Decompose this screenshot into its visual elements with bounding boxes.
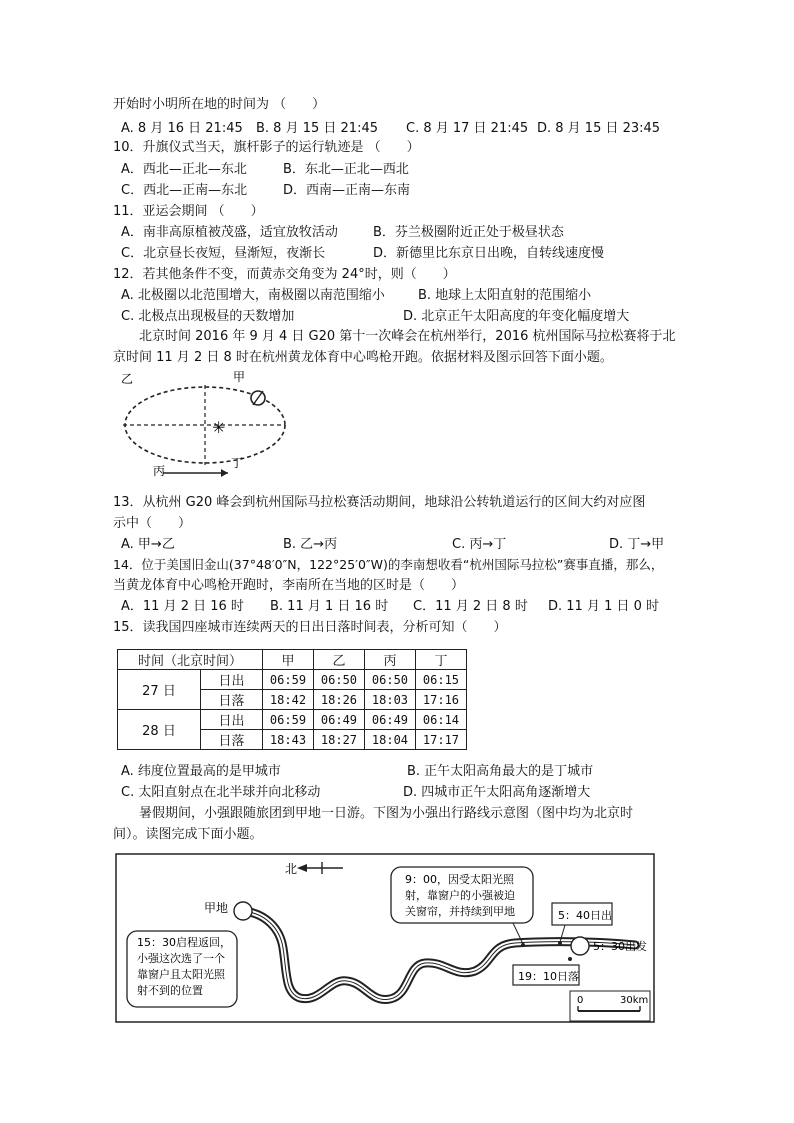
q13-stem-line1: 13．从杭州 G20 峰会到杭州国际马拉松赛活动期间，地球沿公转轨道运行的区间大约对应图 bbox=[113, 495, 646, 510]
orbit-label-bing: 丙 bbox=[153, 464, 166, 478]
table-cell: 17:16 bbox=[415, 690, 466, 710]
q11-stem: 11．亚运会期间 （ ） bbox=[113, 204, 264, 219]
table-cell: 06:50 bbox=[313, 670, 364, 690]
q14-option-d: D. 11 月 1 日 0 时 bbox=[548, 599, 660, 614]
q15-option-c: C. 太阳直射点在北半球并向北移动 bbox=[121, 785, 321, 800]
table-cell: 06:50 bbox=[364, 670, 415, 690]
table-cell: 17:17 bbox=[415, 730, 466, 750]
q12-stem: 12．若其他条件不变，而黄赤交角变为 24°时，则（ ） bbox=[113, 267, 456, 282]
table-cell: 06:15 bbox=[415, 670, 466, 690]
table-cell: 06:59 bbox=[263, 670, 314, 690]
q15-option-d: D. 四城市正午太阳高角逐渐增大 bbox=[403, 785, 591, 800]
jiadi-marker-icon bbox=[234, 902, 252, 920]
orbit-diagram bbox=[113, 367, 293, 479]
q11-option-c: C．北京昼长夜短，昼渐短，夜渐长 bbox=[121, 246, 326, 261]
q11-option-a: A．南非高原植被茂盛，适宜放牧活动 bbox=[121, 225, 338, 240]
orbit-label-ding: 丁 bbox=[231, 456, 244, 470]
scale-label-zero: 0 bbox=[577, 995, 584, 1006]
q13-option-c: C. 丙→丁 bbox=[452, 537, 507, 552]
q13-stem-line2: 示中（ ） bbox=[113, 516, 192, 531]
material-paragraph2-line1: 暑假期间，小强跟随旅团到甲地一日游。下图为小强出行路线示意图（图中均为北京时 bbox=[113, 806, 634, 821]
q10-option-d: D．西南—正南—东南 bbox=[283, 183, 411, 198]
q10-stem: 10．升旗仪式当天，旗杆影子的运行轨迹是 （ ） bbox=[113, 140, 420, 155]
table-cell: 日落 bbox=[201, 690, 263, 710]
north-label: 北 bbox=[285, 862, 298, 876]
return-note-line: 小强这次选了一个 bbox=[137, 952, 225, 965]
jiadi-label: 甲地 bbox=[204, 901, 229, 915]
table-cell: 日出 bbox=[201, 710, 263, 730]
q15-option-b: B. 正午太阳高角最大的是丁城市 bbox=[407, 764, 594, 779]
q12-option-a: A. 北极圈以北范围增大，南极圈以南范围缩小 bbox=[121, 288, 385, 303]
q12-option-b: B. 地球上太阳直射的范围缩小 bbox=[418, 288, 592, 303]
table-cell: 18:27 bbox=[313, 730, 364, 750]
table-row bbox=[118, 650, 467, 670]
table-header-time: 时间（北京时间） bbox=[118, 650, 263, 670]
material-paragraph-line2: 京时间 11 月 2 日 8 时在杭州黄龙体育中心鸣枪开跑。依据材料及图示回答下面小题。 bbox=[113, 350, 613, 365]
orbit-label-yi: 乙 bbox=[121, 372, 134, 386]
material-paragraph2-line2: 间）。读图完成下面小题。 bbox=[113, 827, 263, 842]
sunset-point-icon bbox=[568, 957, 572, 961]
q14-option-a: A．11 月 2 日 16 时 bbox=[121, 599, 244, 614]
table-header-yi: 乙 bbox=[313, 650, 364, 670]
route-map bbox=[115, 853, 657, 1025]
sunset-note: 19：10日落 bbox=[518, 970, 579, 983]
table-cell: 06:49 bbox=[364, 710, 415, 730]
nine-note-line: 关窗帘，并持续到甲地 bbox=[405, 905, 515, 918]
table-cell: 06:14 bbox=[415, 710, 466, 730]
table-day-27: 27 日 bbox=[118, 670, 201, 710]
return-note-line: 射不到的位置 bbox=[137, 984, 203, 997]
q9-option-a: A. 8 月 16 日 21:45 bbox=[121, 121, 243, 136]
table-day-28: 28 日 bbox=[118, 710, 201, 750]
q15-option-a: A. 纬度位置最高的是甲城市 bbox=[121, 764, 281, 779]
table-row bbox=[118, 710, 467, 730]
q9-option-b: B. 8 月 15 日 21:45 bbox=[256, 121, 378, 136]
scale-label-30km: 30km bbox=[620, 995, 649, 1006]
start-marker-icon bbox=[571, 937, 589, 955]
table-header-ding: 丁 bbox=[415, 650, 466, 670]
q11-option-d: D．新德里比东京日出晚，自转线速度慢 bbox=[373, 246, 605, 261]
q10-option-a: A．西北—正北—东北 bbox=[121, 162, 247, 177]
q15-stem: 15．读我国四座城市连续两天的日出日落时间表，分析可知（ ） bbox=[113, 620, 507, 635]
q13-option-d: D. 丁→甲 bbox=[609, 537, 665, 552]
return-note-line: 靠窗户且太阳光照 bbox=[137, 968, 225, 981]
nine-note-line: 9：00，因受太阳光照 bbox=[405, 873, 514, 886]
q14-option-c: C．11 月 2 日 8 时 bbox=[413, 599, 528, 614]
orbit-label-jia: 甲 bbox=[233, 370, 246, 384]
q12-option-d: D. 北京正午太阳高度的年变化幅度增大 bbox=[403, 309, 630, 324]
q11-option-b: B．芬兰极圈附近正处于极昼状态 bbox=[373, 225, 564, 240]
table-header-jia: 甲 bbox=[263, 650, 314, 670]
table-cell: 18:04 bbox=[364, 730, 415, 750]
material-paragraph-line1: 北京时间 2016 年 9 月 4 日 G20 第十一次峰会在杭州举行，2016 杭州国际马拉松赛将于北 bbox=[113, 329, 676, 344]
q14-option-b: B. 11 月 1 日 16 时 bbox=[270, 599, 389, 614]
table-cell: 06:59 bbox=[263, 710, 314, 730]
table-cell: 18:26 bbox=[313, 690, 364, 710]
q14-stem-line1: 14．位于美国旧金山(37°48′0″N，122°25′0″W)的李南想收看“杭州国际马拉松”赛事直播，那么， bbox=[113, 557, 664, 572]
q9-stem-tail: 开始时小明所在地的时间为 （ ） bbox=[113, 97, 326, 112]
q9-option-c: C. 8 月 17 日 21:45 bbox=[406, 121, 529, 136]
q12-option-c: C. 北极点出现极昼的天数增加 bbox=[121, 309, 295, 324]
sunrise-note: 5：40日出 bbox=[558, 909, 612, 922]
return-note-line: 15：30启程返回， bbox=[137, 936, 231, 949]
table-cell: 18:03 bbox=[364, 690, 415, 710]
nine-note-line: 射，靠窗户的小强被迫 bbox=[405, 889, 515, 902]
table-header-bing: 丙 bbox=[364, 650, 415, 670]
table-cell: 日落 bbox=[201, 730, 263, 750]
depart-label: 5：30出发 bbox=[593, 940, 647, 953]
q13-option-a: A. 甲→乙 bbox=[121, 537, 175, 552]
q14-stem-line2: 当黄龙体育中心鸣枪开跑时，李南所在当地的区时是（ ） bbox=[113, 578, 465, 593]
sunrise-sunset-table bbox=[117, 649, 467, 750]
table-cell: 日出 bbox=[201, 670, 263, 690]
q9-option-d: D. 8 月 15 日 23:45 bbox=[537, 121, 661, 136]
table-row bbox=[118, 670, 467, 690]
q10-option-c: C．西北—正南—东北 bbox=[121, 183, 248, 198]
table-cell: 18:42 bbox=[263, 690, 314, 710]
q10-option-b: B．东北—正北—西北 bbox=[283, 162, 409, 177]
table-cell: 18:43 bbox=[263, 730, 314, 750]
table-cell: 06:49 bbox=[313, 710, 364, 730]
sun-icon: ✳ bbox=[212, 418, 226, 437]
q13-option-b: B. 乙→丙 bbox=[283, 537, 338, 552]
